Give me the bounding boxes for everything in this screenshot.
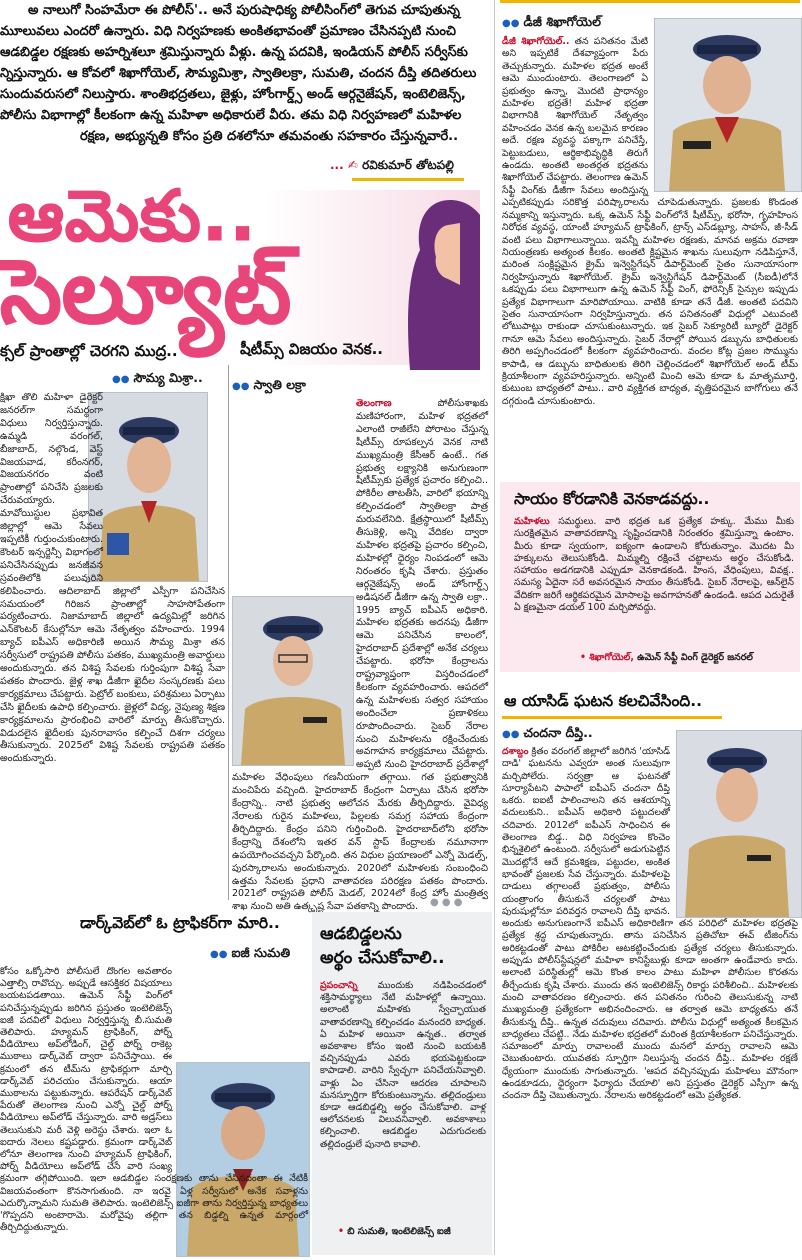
- acid-title: [504, 690, 800, 712]
- left-top-text: క్షిఖా తొలి మహిళా డైరెక్టర్ జనరల్‌గా సమర్థంగా విధులు నిర్వర్తిస్తున్నారు. ఉమ్మడి వరంగల్, బీజాబాద్, నల్గొండ, వెస్ట్ విజయవాడ, కరీంనగర్, విజయనగరం వంటి ప్రాంతాల్లో పనిచేసి ప్రజలకు చేరువయ్యారు. మావోయిస్టుల ప్రభావిత జిల్లాల్లో ఆమె సేవలు ఇప్పటికీ గుర్తుంచుకుంటారు. కౌంటర్ ఇన్సర్జెన్సీ విభాగంలో పనిచేసినప్పుడు జనజీవన స్రవంతిలోకి పలువురిని కలిపించారు. ఆదిలాబాద్ జిల్లాలో ఎస్పీగా పనిచేసిన సమయంలో గిరిజన ప్రాంతాల్లో సాహసోపేతంగా పర్యటించారు. నిజామాబాద్ జిల్లాలో ఉద్యమిల్లో జరిగిన ఎన్‌కౌంటర్ కేసుల్లోనూ ఆమె నేతృత్వం వహించారు. 1994 బ్యాచ్ ఐపీఎస్ అధికారిణి అయిన సౌమ్య మిశ్రా తన సర్వీసులో రాష్ట్రపతి పోలీసు పతకం, ముఖ్యమంత్రి అవార్డులు అందుకున్నారు. తన విశిష్ట సేవలకు గుర్తింపుగా విశిష్ట సేవా పతకం పొందారు. జైళ్ల శాఖ డీజీగా ఖైదీల సంస్కరణకు పలు కార్యక్రమాలు చేపట్టారు. పెట్రోల్ బంకులు, పరిశ్రమలు ఏర్పాటు చేసి ఖైదీలకు ఉపాధి కల్పించారు. జైళ్లలో విద్య, నైపుణ్య శిక్షణ కార్యక్రమాలను ప్రారంభించి వారిలో మార్పు తీసుకొచ్చారు. విడుదలైన ఖైదీలకు పునరావాసం కల్పించే దిశగా చర్యలు తీసుకున్నారు. 2025లో విశిష్ట సేవలకు రాష్ట్రపతి పతకం అందుకున్నారు.: [0, 392, 225, 765]
- intro-line: సుందువరుసలో నిలుస్తారు. శాంతిభద్రతలు, జైళ్లు, హోంగార్డ్స్ అండ్ ఆర్గనైజేషన్, ఇంటెలిజెన్స్,: [0, 87, 466, 102]
- darkweb-author: ●● ఐజీ సుమతి: [210, 945, 291, 960]
- right-top-rule: [500, 0, 800, 3]
- advice-heading: సాయం కోరడానికి వెనకాడవద్దు..: [514, 490, 710, 508]
- advice-text: మహిళలు సమర్థులు. వారి భద్రత ఒక ప్రత్యేక హక్కు. మేము మీకు సురక్షితమైన వాతావరణాన్ని సృష్టించడానికి నిరంతరం శ్రమిస్తున్నా ఉంటాం. మీరు కూడా స్వయంగా, ఐక్యంగా ఉండాలని కోరుతున్నాం. మొదట మీ హక్కులను తెలుసుకోండి. మిమ్మల్ని రక్షించే చట్టాలను అర్థం చేసుకోండి. సహాయం అడగడానికి ఎప్పుడూ వెనకాడకండి. హింస, వేధింపులు, వివక్ష.. సమస్య ఏదైనా సరే అవసరమైన సాయం తీసుకోండి. సైబర్ నేరాలపై, ఆన్‌లైన్ వేదికగా జరిగే ఆర్థికపరమైన మోసాలపై అవగాహనతో ఉండండి. ఆపద ఎదురైతే ఏ క్షణమైనా డయల్ 100 మర్చిపోవద్దు.: [514, 516, 794, 614]
- headline-line2: సెల్యూట్: [0, 240, 292, 343]
- shetms-heading: షీటీమ్స్ విజయం వెనక..: [240, 340, 383, 358]
- intro-line: మూలువలు ఎందరో ఉన్నారు. విధి నిర్వహణకు అంకితభావంతో ప్రమాణం చేసినప్పటి నుంచి: [0, 24, 456, 39]
- advice-signature: • శిఖాగోయెల్, ఉమెన్ సేఫ్టీ వింగ్ డైరెక్టర్ జనరల్: [580, 652, 753, 663]
- acid-text: దశాబ్దం క్రితం వరంగల్ జిల్లాలో జరిగిన 'యాసిడ్ దాడి' ఘటనను ఎవ్వరూ అంత సులువుగా మర్చిపోలేరు. సర్వత్రా ఆ ఘటనతో సూర్యాపేటని పాపాలో ఐపీఎస్ చందనా దీప్తి ఒకరు. ఐఐటీ పాలించాలని తన ఆశయాన్ని వదులుకుని.. ఐపీఎస్ అధికారి పట్టుదలతో చదివారు. 2012లో ఐపీఎస్ సాధించిన ఈ తెలంగాణ బిడ్డ.. విధి నిర్వహణ కొంచెం భిన్నశైలిలో ఉంటుంది. సర్వీసులో అడుగుపెట్టిన మొదట్లోనే ఆదే క్రమశిక్షణ, పట్టుదల, అంకిత భావంతో ప్రజలకు సేవ చేస్తున్నారు. మహిళలపై దాడులు తగ్గాలంటే ప్రభుత్వం, పోలీసు యంత్రాంగం తీసుకునే చర్యలతో పాటు పురుషుల్లోనూ పరివర్తన రావాలని దీప్తి భావన. అందుకు అనుగుణంగానే ఐపీఎస్ అధికారిణిగా తన పరిధిలో మహిళల భద్రతపై ప్రత్యేక శ్రద్ధ చూపుతున్నారు. తాను పనిచేసిన ప్రతిచోటా ఈవ్ టీజింగ్‌ను అరికట్టడంతో పాటు పోకిరీల ఆటకట్టించేందుకు ప్రత్యేక చర్యలు తీసుకున్నారు. అప్పుడు పోలీస్‌స్టేషన్లలో మహిళా కానిస్టేబుళ్లు కూడా అంతగా ఉండేవారు కాదు. అలాంటి పరిస్థితుల్లో ఆమె కొంత కాలం పాటు మహిళా పోలీసుల కొరతను తీర్చేందుకు కృషి చేశారు. ముందు తన ఇంటెలిజెన్స్ రికార్డు పరిశీలించి.. మహిళలకు మంచి వాతావరణం కల్పించారు. తన పనితనం గురించి తెలుసుకున్న నాటి ముఖ్యమంత్రి ప్రత్యేకంగా అభినందించారు. ఆ తర్వాత ఆమె బాధ్యతను తనే తీసుకున్న దీప్తి.. ఉన్నత చదువులు చదివారు. పోలీసు విధుల్లో అత్యంత కీలకమైన బాధ్యతలు చేపట్టి.. నేడు మహిళల భద్రతలో మరింత క్రియాశీలకంగా పనిచేస్తున్నారు. సమాజంలో మార్పు రావాలంటే ముందు మనలో మార్పు రావాలని ఆమె చెబుతుంటారు. యువతకు స్ఫూర్తిగా నిలుస్తున్న చందన దీప్తి.. మహిళల రక్షణే ధ్యేయంగా ముందుకు సాగుతున్నారు. 'ఆపద వచ్చినప్పుడు మహిళలు మౌనంగా ఉండకూడదు, ధైర్యంగా ఫిర్యాదు చేయాలి' అని ప్రస్తుతం డైరెక్టర్ ఎస్పీగా ఉన్న చందనా దీప్తి చెబుతున్నారు. నేరాలను అరికట్టడంలో ఆమె ప్రత్యేకత.: [502, 746, 798, 1102]
- intro-line: ఆడబిడ్డల రక్షణకు అహర్నిశలూ శ్రమిస్తున్నారు వీళ్లు. ఉన్న పదవికి, ఇండియన్ పోలీస్ సర్వీస్‌కు: [0, 45, 468, 60]
- intro-line: పోలీసు విభాగాల్లో కీలకంగా ఉన్న మహిళా అధికారులే వీరు. తమ విధి నిర్వహణలో మహిళల: [0, 108, 462, 123]
- darkweb-title: [80, 912, 310, 934]
- shetms-title: [240, 338, 485, 360]
- darkweb-body: [0, 966, 308, 1255]
- parents-box-title: [320, 922, 490, 970]
- acid-rule: [502, 716, 722, 719]
- left-top-title: [0, 340, 225, 362]
- left-top-body: [0, 392, 225, 912]
- acid-body: [502, 746, 798, 1251]
- intro-line: రక్షణ, అభ్యున్నతి కోసం ప్రతి దశలోనూ తమవంతు సహకారం చేస్తున్నవారే..: [80, 129, 459, 144]
- parents-text: ప్రపంచాన్ని ముందుకు నడిపించడంలో శక్తిసామర్థ్యాలు నేటి మహిళల్లో ఉన్నాయి. అలాంటి మహిళకు స్వేచ్ఛాయుత వాతావరణాన్ని కల్పించడం మనందరి బాధ్యత. ఏ మహిళ అయినా ఉన్నత.. తర్వాత అవకాశాల కోసం ఇంటి నుంచి బయటకి వచ్చినప్పుడు ఎవరు భయపెట్టకుండా కాపాడాలి. వారిని స్వేచ్ఛగా పనిచేయనివ్వాలి. వాళ్లు ఏం చేసినా ఆదరణ చూపాలని మనస్ఫూర్తిగా కోరుకుంటున్నాను. తల్లిదండ్రులు కూడా ఆడబిడ్డల్ని అర్థం చేసుకోవాలి. వాళ్ల ఆలోచనలకు విలువనివ్వాలి. అవకాశాలు కల్పించాలి. ఆడబిడ్డల ఎదుగుదలకు తల్లిదండ్రులే పునాది కావాలి.: [320, 980, 486, 1150]
- advice-box-body: [514, 516, 794, 644]
- right-top-text: డీజీ శిఖాగోయెల్.. తన పనితనం మేటి అని ఇప్పటికే దేశవ్యాప్తంగా పేరు తెచ్చుకున్నారు. మహిళల భద్రత అంటే ఆమె ముందుంటారు. తెలంగాణలో ఏ ప్రభుత్వం ఉన్నా, మొదటి ప్రాధాన్యం మహిళల భద్రతే! మహిళ భద్రతా విభాగానికి శిఖాగోయెల్ నేతృత్వం వహించడం వెనక ఉన్న బలమైన కారణం అదే. రక్షణ వ్యవస్థ పక్కాగా పనిచేస్తే, పెట్టుబడులు, ఆర్థికాభివృద్ధికి తిరుగే ఉండదు. అంతటి అంతర్గత భద్రతను శిఖాగోయెల్ చేపట్టారు. తెలంగాణ ఉమెన్ సేఫ్టీ వింగ్‌కు డీజీగా సేవలు అందిస్తున్న ఎప్పటికప్పుడు సరికొత్త పరిష్కారాలను చూపెడుతున్నారు. ప్రజలకు కొండంత నమ్మకాన్ని ఇస్తున్నారు. ఒక్క ఉమెన్ సేఫ్టీ వింగ్‌లోనే షీటీమ్స్, భరోసా, గృహహింస నిరోధక వ్యవస్థ, యాంటీ హ్యూమన్ ట్రాఫికింగ్, ట్రాన్స్ ఎస్‌డబ్ల్యూ, సాహస్, జీ-సీడ్ వంటి పలు విభాగాలున్నాయి. ఇవన్నీ మహిళల రక్షణకు, మానవ అక్రమ రవాణా నియంత్రణకు అత్యంత కీలకం. అంతటి క్లిష్టమైన శాఖను సులువుగా నడిపిస్తూనే, మరింత సంక్లిష్టమైన క్రైమ్ ఇన్వెస్టిగేషన్ డిపార్ట్‌మెంట్ సైతం సునాయాసంగా నిర్వహిస్తున్నారు శిఖాగోయెల్. క్రైమ్ ఇన్వెస్టిగేషన్ డిపార్ట్‌మెంట్ (సీఐడీ)లోనే ఒకప్పుడు పలు విభాగాలుగా ఉన్న ఉమెన్ సేఫ్టీ వింగ్, ఫోరెన్సిక్ సైన్సుల ఇప్పుడు ప్రత్యేక విభాగాలుగా మారిపోయాయి. వాటికి కూడా తనే డీజీ. అంతటి పదవిని సైతం సునాయాసంగా నిర్వహిస్తున్నారు. తన పనితనంతో విధుల్లో ఎటువంటి లోటుపాట్లు రాకుండా చూసుకుంటున్నారు. ఇక సైబర్ సెక్యూరిటీ బ్యూరో డైరెక్టర్ గానూ ఆమె సేవలు అందిస్తున్నారు. సైబర్ నేరాల్లో పోయిన డబ్బును బాధితులకు తిరిగి అప్పగించడంలో కీలకంగా వ్యవహరించారు. వందల కోట్ల ప్రజల సొమ్మును కాపాడి, ఆ డబ్బును బాధితులకు తిరిగి చెల్లించడంలో శిఖాగోయెల్ అండ్ టీమ్ క్రియాశీలంగా వ్యవహరిస్తున్నారు. అన్నింటి మించి ఆమె కూడా ఓ మాతృమూర్తి, కుటుంబ బాధ్యతలో పాటు.. వారి వ్యక్తిగత బాధ్యత, వృత్తిపరమైన బాగోగులు తనే దగ్గరుండి చూసుకుంటారు.: [502, 36, 798, 407]
- column-divider: [228, 365, 229, 900]
- shetms-author: ●● స్వాతి లక్రా: [232, 377, 306, 392]
- acid-heading: ఆ యాసిడ్ ఘటన కలచివేసింది..: [504, 692, 703, 710]
- shetms-body: [232, 398, 488, 913]
- intro-byline: ... ✍ రవికుమార్ తోటపల్లి: [330, 158, 454, 172]
- right-top-author: ●● డీజీ శిఖాగోయెల్: [502, 14, 601, 29]
- parents-heading: ఆడబిడ్డలను: [320, 924, 402, 944]
- intro-block: [0, 0, 478, 165]
- parents-heading: అర్థం చేసుకోవాలి..: [320, 948, 445, 968]
- shetms-text: తెలంగాణ పోలీసుశాఖకు మణిహారంగా, మహిళ భద్రతలో ఎలాంటి రాజీలేని పోరాటం చేస్తున్న షీటీమ్స్ రూపకల్పన వెనక నాటి ముఖ్యమంత్రి కేసీఆర్ ఉంటే.. గత ప్రభుత్వ లక్ష్యానికి అనుగుణంగా షీటీమ్స్‌కు ప్రత్యేక ప్రచారం కల్పించి.. పోకిరీల తాటతీసి, వారిలో భయాన్ని కల్పించడంలో స్వాతిలక్రా పాత్ర మరువలేనిది. క్షేత్రస్థాయిలో షీటీమ్స్ తీసుకెళ్లి, అన్ని వేదికల ద్వారా మహిళల భద్రతపై ప్రచారం కల్పించి, మహిళల్లో ధైర్యం నింపడంలో ఆమె నిరంతరం కృషి చేశారు. ప్రస్తుతం ఆర్గనైజేషన్స్ అండ్ హోంగార్డ్స్ అడిషనల్ డీజీగా ఉన్న స్వాతి లక్రా.. 1995 బ్యాచ్ ఐపీఎస్ అధికారి. మహిళల భద్రతకు అదనపు డీజీగా ఆమె పనిచేసిన కాలంలో, హైదరాబాద్ ప్రదేశాల్లో అనేక చర్యలు చేపట్టారు. భరోసా కేంద్రాలను రాష్ట్రవ్యాప్తంగా విస్తరించడంలో కీలకంగా వ్యవహరించారు. ఆపదలో ఉన్న మహిళలకు సత్వర సహాయం అందించేలా ప్రణాళికలు రూపొందించారు. సైబర్ నేరాల నుంచి మహిళలను రక్షించేందుకు అవగాహన కార్యక్రమాలు చేపట్టారు. అప్పటి నుంచి హైదరాబాద్ ప్రదేశాల్లో మహిళల వేధింపులు గణనీయంగా తగ్గాయి. గత ప్రభుత్వానికి మంచిపేరు వచ్చింది. హైదరాబాద్ కేంద్రంగా ఏర్పాటు చేసిన భరోసా కేంద్రాన్ని.. నాటి ప్రభుత్వ ఆలోచన మేరకు తీర్చిదిద్దారు. వైవిధ్య నేరాలకు గురైన మహిళలు, పిల్లలకు సమగ్ర సహాయ కేంద్రంగా తీర్చిదిద్దారు. కేంద్రం పనిని గుర్తించింది. హైదరాబాద్‌లోని భరోసా కేంద్రాన్ని దేశంలోని ఇతర వన్ స్టాప్ కేంద్రాలకు నమూనాగా ఉపయోగించవచ్చని పేర్కొంది. తన విధుల ప్రయాణంలో ఎన్నో మెడల్స్, పురస్కారాలను అందుకున్నారు. 2020లో మహిళలకు సంబంధించి ఉత్తమ సేవలకు ప్రధాని వాతావరణ పరిరక్షణ పతకం పొందారు. 2021లో రాష్ట్రపతి పోలీస్ మెడల్, 2024లో కేంద్ర హోం మంత్రిత్వ శాఖ నుంచి అతి ఉత్కృష్ట సేవా పతకాన్ని పొందారు.: [232, 398, 488, 913]
- darkweb-text: కోసం ఒక్కోసారి పోలీసులే దొంగల అవతారం ఎత్తాల్సి రావొచ్చు. అప్పుడే ఆసక్తికర విషయాలు బయటపడతాయి. ఉమెన్ సేఫ్టీ వింగ్‌లో పనిచేస్తున్నప్పుడు జరిగిన ప్రస్తుతం ఇంటెలిజెన్స్ ఐజీ పదవిలో విధులు నిర్వర్తిస్తున్న బీ.సుమతి తెలిపారు. హ్యూమన్ ట్రాఫికింగ్, పోర్న్ వీడియోలు అప్‌లోడింగ్, చైల్డ్ పోర్న్ రాకెట్ల ముఠాలు డార్క్‌వెబ్ ద్వారా పనిచేస్తాయి. ఈ క్రమంలో తన టీమ్‌ను ట్రాఫికర్లుగా మార్చి డార్క్‌వెబ్‌ పరిచయం చేసుకున్నారు. ఆయా ముఠాలను పట్టుకున్నారు. ఆపరేషన్ డార్క్‌వెబ్ పేరుతో తెలంగాణ నుంచి ఎన్నో చైల్డ్ పోర్న్ వీడియోలు అప్‌లోడ్ చేస్తున్నారు. వారి అడ్రస్‌లు తెలుసుకుని మరీ వెళ్లి అరెస్టు చేశారు. ఇలా ఓ ఐదారు నెలలు కష్టపడ్డారు. క్రమంగా డార్క్‌వెబ్ లోనూ తెలంగాణ నుంచి హ్యూమన్ ట్రాఫికింగ్, పోర్న్ వీడియోలు అప్‌లోడ్ చేసే వారి సంఖ్య క్రమంగా తగ్గిపోయింది. ఇలా ఆడబిడ్డల సంరక్షణకు తాను చేసినదంతా ఈ నేటికీ విజయవంతంగా కొనసాగుతుంది. నా ఇరవై ఏళ్ల సర్వీసులో అనేక సవాళ్లను ఎదుర్కొన్నామని సుమతి తెలిపారు. ఇంటెలిజెన్స్ ఐజీగా తాను నిర్వర్తిస్తున్న బాధ్యతలు 'గొప్పదని అంటారామె. మరోవైపు తల్లిగా తన బిడ్డల్ని ఉన్నత మార్గంలో తీర్చిదిద్దుతున్నారు.: [0, 966, 308, 1234]
- darkweb-heading: డార్క్‌వెబ్‌లో ఓ ట్రాఫికర్‌గా మారి..: [80, 914, 280, 932]
- left-top-heading: క్సల్ ప్రాంతాల్లో చెరగని ముద్ర..: [0, 342, 178, 360]
- parents-box-body: [320, 980, 486, 1220]
- left-top-author: ●● సౌమ్య మిశ్రా..: [112, 370, 203, 385]
- acid-author: ●● చందనా దీప్తి..: [502, 725, 593, 740]
- column-divider: [494, 0, 495, 1255]
- intro-line: అ నాలుగో సింహమేరా ఈ పోలీస్'.. అనే పురుషాధిక్య పోలీసింగ్‌లో తెగువ చూపుతున్న: [28, 3, 460, 18]
- section-dots: ● ● ●: [430, 897, 463, 908]
- headline-line1: ఆమెకు..: [8, 175, 257, 257]
- right-top-body: [502, 36, 798, 476]
- advice-box-title: [514, 488, 794, 510]
- parents-signature: • బి సుమతి, ఇంటెలిజెన్స్ ఐజీ: [338, 1226, 451, 1237]
- intro-rule: [352, 178, 464, 181]
- intro-line: న్నిస్తున్నారు. ఆ కోవలో శిఖాగోయెల్, సౌమ్యమిశ్రా, స్వాతిలక్రా, సుమతి, చందన దీప్తి తదితరులు: [0, 66, 477, 81]
